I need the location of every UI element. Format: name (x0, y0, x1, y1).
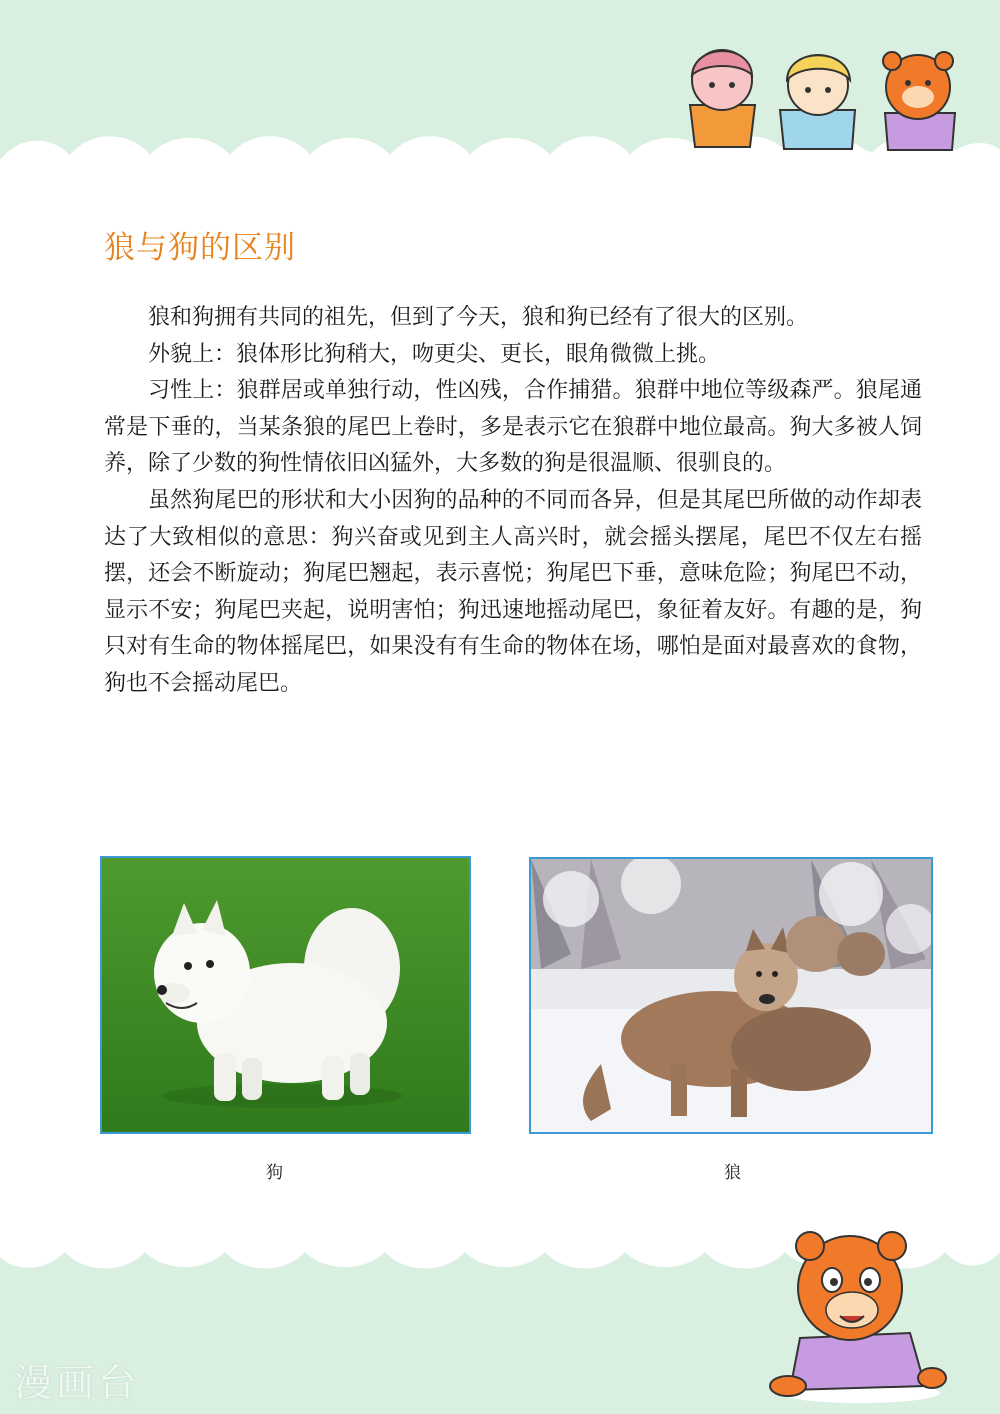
paragraph-tail: 虽然狗尾巴的形状和大小因狗的品种的不同而各异，但是其尾巴所做的动作却表达了大致相似的意思：狗兴奋或见到主人高兴时，就会摇头摆尾，尾巴不仅左右摇摆，还会不断旋动；狗尾巴翘起，表示喜悦；狗尾巴下垂，意味危险；狗尾巴不动，显示不安；狗尾巴夹起，说明害怕；狗迅速地摇动尾巴，象征着友好。有趣的是，狗只对有生命的物体摇尾巴，如果没有有生命的物体在场，哪怕是面对最喜欢的食物，狗也不会摇动尾巴。 (104, 487, 922, 696)
article-body (104, 300, 922, 703)
watermark-logo: 漫画台 (14, 1361, 141, 1405)
paragraph-appearance: 外貌上：狼体形比狗稍大，吻更尖、更长，眼角微微上挑。 (148, 341, 721, 367)
cartoon-characters-top (660, 35, 990, 165)
wolf-caption: 狼 (724, 1163, 741, 1183)
cartoon-bear-bottom (760, 1218, 980, 1408)
dog-caption: 狗 (266, 1163, 283, 1183)
dog-image (102, 858, 469, 1132)
wolf-image (531, 859, 931, 1132)
page-title: 狼与狗的区别 (104, 230, 296, 266)
paragraph-intro: 狼和狗拥有共同的祖先，但到了今天，狼和狗已经有了很大的区别。 (148, 305, 809, 330)
dog-photo (100, 856, 471, 1134)
wolf-photo (529, 857, 933, 1134)
paragraph-habits: 习性上：狼群居或单独行动，性凶残，合作捕猎。狼群中地位等级森严。狼尾通常是下垂的，当某条狼的尾巴上卷时，多是表示它在狼群中地位最高。狗大多被人饲养，除了少数的狗性情依旧凶猛外，大多数的狗是很温顺、很驯良的。 (104, 378, 922, 477)
